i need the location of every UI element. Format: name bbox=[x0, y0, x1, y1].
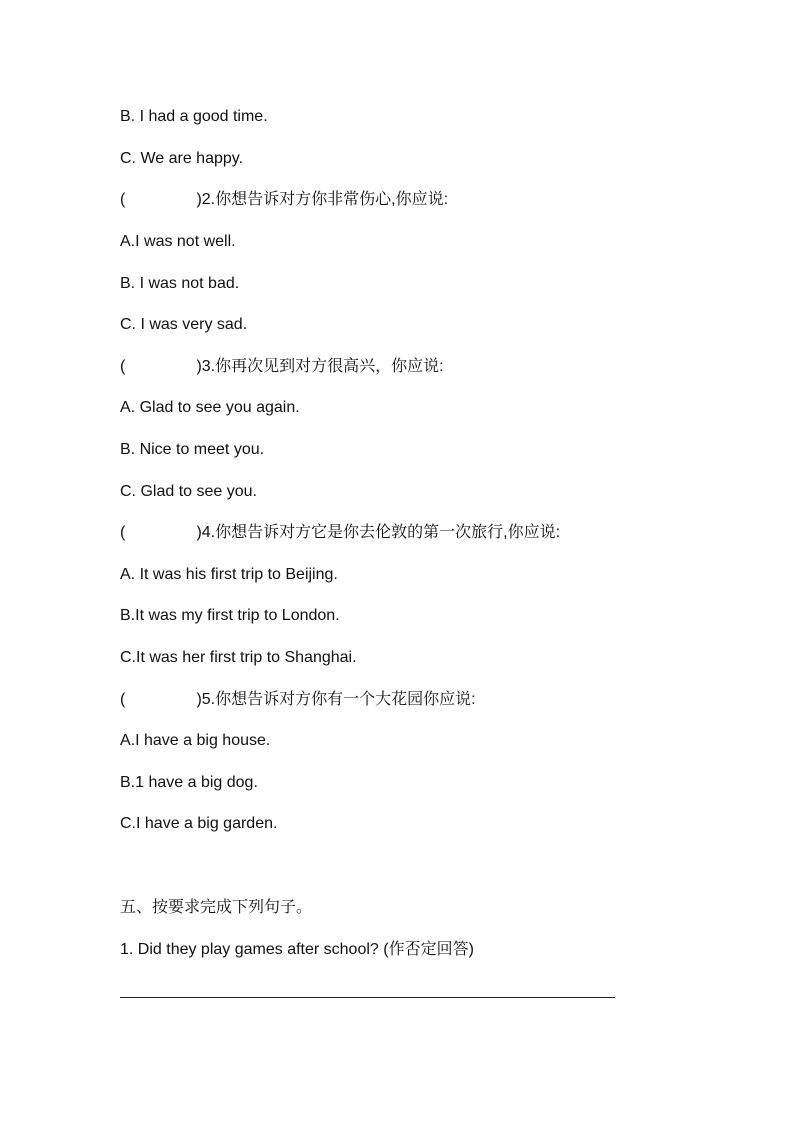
q2-prompt: ( )2.你想告诉对方你非常伤心,你应说: bbox=[120, 191, 449, 208]
q2-option-b: B. I was not bad. bbox=[120, 275, 240, 292]
q3-prompt: ( )3.你再次见到对方很高兴，你应说: bbox=[120, 358, 444, 375]
section-five-question-1: 1. Did they play games after school? (作否定回答) bbox=[120, 941, 474, 958]
q5-option-c: C.I have a big garden. bbox=[120, 815, 278, 832]
q5-option-b: B.1 have a big dog. bbox=[120, 774, 258, 791]
q4-option-c: C.It was her first trip to Shanghai. bbox=[120, 649, 357, 666]
q1-option-b: B. I had a good time. bbox=[120, 108, 268, 125]
answer-blank-line[interactable] bbox=[120, 997, 615, 998]
q1-option-c: C. We are happy. bbox=[120, 150, 244, 167]
q4-option-b: B.It was my first trip to London. bbox=[120, 607, 340, 624]
q4-option-a: A. It was his first trip to Beijing. bbox=[120, 566, 338, 583]
q4-prompt: ( )4.你想告诉对方它是你去伦敦的第一次旅行,你应说: bbox=[120, 524, 561, 541]
q2-option-c: C. I was very sad. bbox=[120, 316, 248, 333]
q3-option-c: C. Glad to see you. bbox=[120, 483, 257, 500]
q5-prompt: ( )5.你想告诉对方你有一个大花园你应说: bbox=[120, 691, 476, 708]
q2-option-a: A.I was not well. bbox=[120, 233, 236, 250]
q3-option-a: A. Glad to see you again. bbox=[120, 399, 300, 416]
section-five-heading: 五、按要求完成下列句子。 bbox=[120, 899, 313, 916]
q5-option-a: A.I have a big house. bbox=[120, 732, 271, 749]
q3-option-b: B. Nice to meet you. bbox=[120, 441, 265, 458]
